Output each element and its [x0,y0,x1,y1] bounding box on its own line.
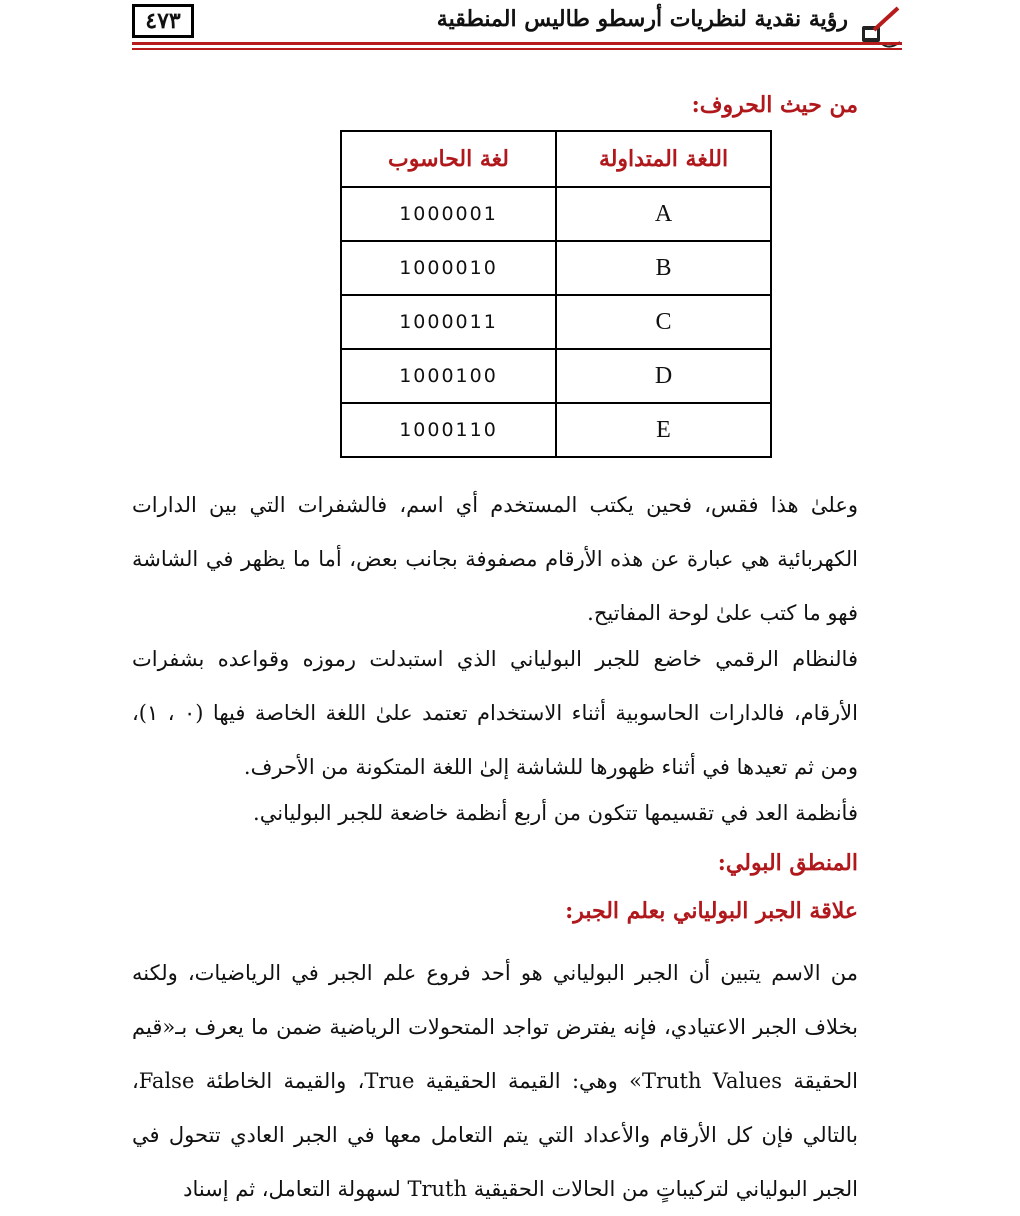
binary-code-cell: 1000010 [341,241,556,295]
binary-code-cell: 1000011 [341,295,556,349]
table-row [341,349,771,403]
paragraph-4: من الاسم يتبين أن الجبر البولياني هو أحد فروع علم الجبر في الرياضيات، ولكنه بخلاف الجبر الاعتيادي، فإنه يفترض تواجد المتحولات الرياضية ضمن ما يعرف بـ«قيم الحقيقة Truth Values» وهي: القيمة الحقيقية True، والقيمة الخاطئة False، بالتالي فإن كل الأرقام والأعداد التي يتم التعامل معها في الجبر العادي تتحول في الجبر البولياني لتركيباتٍ من الحالات الحقيقية Truth لسهولة التعامل، ثم إسناد [132,961,858,1201]
page-number: ٤٧٣ [132,4,194,38]
letter-cell: A [556,187,771,241]
header-rule-thin [132,48,902,50]
section-heading-boolean-algebra-relation: علاقة الجبر البولياني بعلم الجبر: [565,898,858,924]
running-title: رؤية نقدية لنظريات أرسطو طاليس المنطقية [436,6,848,32]
table-row [341,403,771,457]
binary-code-cell: 1000100 [341,349,556,403]
page-header [132,0,902,60]
paragraph-1: وعلىٰ هذا فقس، فحين يكتب المستخدم أي اسم، فالشفرات التي بين الدارات الكهربائية هي عبارة عن هذه الأرقام مصفوفة بجانب بعض، أما ما يظهر في الشاشة فهو ما كتب علىٰ لوحة المفاتيح. [132,493,858,625]
section-heading-boolean-logic: المنطق البولي: [717,850,858,876]
section-heading-letters: من حيث الحروف: [691,92,858,118]
letters-binary-table [340,130,772,458]
letter-cell: C [556,295,771,349]
column-header-computer-language: لغة الحاسوب [341,131,556,187]
table-row [341,241,771,295]
binary-code-cell: 1000001 [341,187,556,241]
table-row [341,187,771,241]
binary-code-cell: 1000110 [341,403,556,457]
header-rule [132,42,902,45]
letter-cell: E [556,403,771,457]
letter-cell: D [556,349,771,403]
paragraph-2: فالنظام الرقمي خاضع للجبر البولياني الذي استبدلت رموزه وقواعده بشفرات الأرقام، فالدارات الحاسوبية أثناء الاستخدام تعتمد علىٰ اللغة الخاصة فيها (٠ ، ١)، ومن ثم تعيدها في أثناء ظهورها للشاشة إلىٰ اللغة المتكونة من الأحرف. [132,647,858,779]
letter-cell: B [556,241,771,295]
paragraph-3: فأنظمة العد في تقسيمها تتكون من أربع أنظمة خاضعة للجبر البولياني. [253,801,858,825]
table-header-row [341,131,771,187]
column-header-common-language: اللغة المتداولة [556,131,771,187]
table-row [341,295,771,349]
